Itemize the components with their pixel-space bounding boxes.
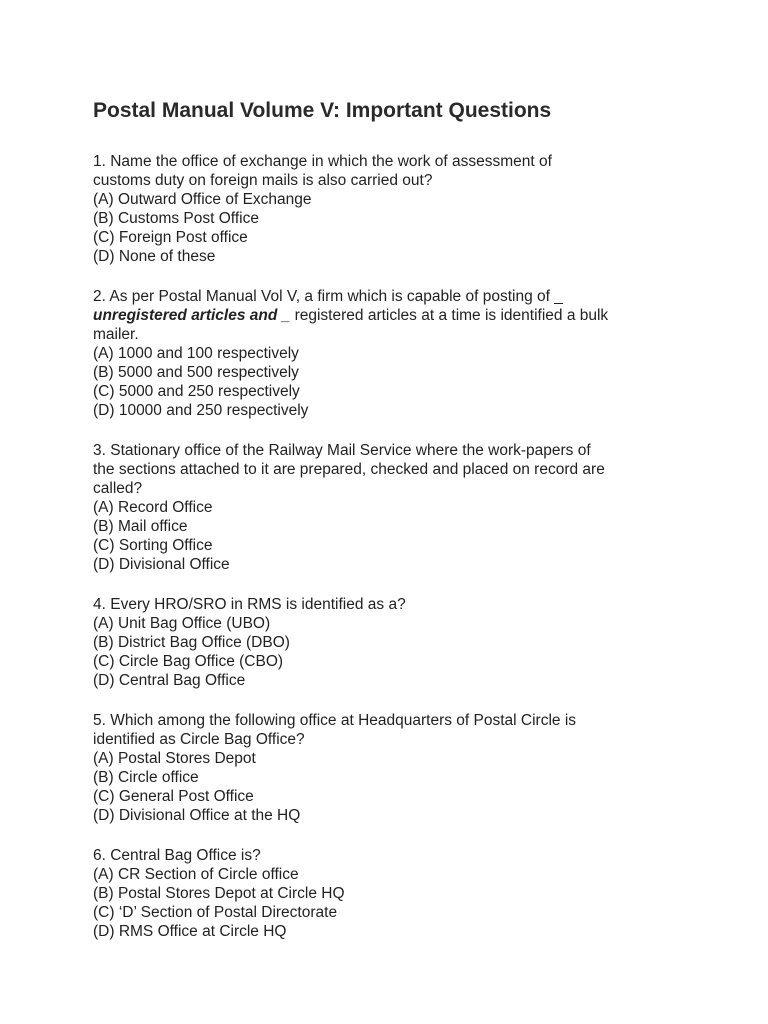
question-6-text-line-1: 6. Central Bag Office is? [93,847,261,864]
question-2-text-line-2 [93,306,693,325]
question-1-option-a: (A) Outward Office of Exchange [93,191,312,208]
question-5-option-d: (D) Divisional Office at the HQ [93,807,301,824]
question-2-text-line-2-rest: registered articles at a time is identified a bulk [290,307,609,324]
question-2-option-d: (D) 10000 and 250 respectively [93,402,309,419]
question-5 [93,711,693,825]
question-5-option-c: (C) General Post Office [93,788,254,805]
question-1-option-c: (C) Foreign Post office [93,229,248,246]
question-4-option-c: (C) Circle Bag Office (CBO) [93,653,284,670]
question-2-option-b: (B) 5000 and 500 respectively [93,364,299,381]
question-2 [93,287,693,420]
question-5-text-line-2: identified as Circle Bag Office? [93,731,305,748]
question-3 [93,441,693,574]
document-page [93,96,693,962]
question-6-option-d: (D) RMS Office at Circle HQ [93,923,287,940]
question-3-text-line-2: the sections attached to it are prepared, checked and placed on record are [93,461,605,478]
question-4-option-d: (D) Central Bag Office [93,672,246,689]
question-6 [93,846,693,941]
question-6-option-a: (A) CR Section of Circle office [93,866,299,883]
question-1-text-line-2: customs duty on foreign mails is also carried out? [93,172,433,189]
question-6-option-b: (B) Postal Stores Depot at Circle HQ [93,885,345,902]
question-4 [93,595,693,690]
question-5-text-line-1: 5. Which among the following office at Headquarters of Postal Circle is [93,712,577,729]
question-3-text-line-1: 3. Stationary office of the Railway Mail Service where the work-papers of [93,442,591,459]
question-2-text-line-1: 2. As per Postal Manual Vol V, a firm which is capable of posting of _ [93,288,563,305]
page-title: Postal Manual Volume V: Important Questions [93,99,552,122]
question-2-emphasis-text: unregistered articles and _ [93,307,291,324]
question-5-option-b: (B) Circle office [93,769,199,786]
question-2-option-a: (A) 1000 and 100 respectively [93,345,299,362]
question-4-option-a: (A) Unit Bag Office (UBO) [93,615,271,632]
question-3-option-d: (D) Divisional Office [93,556,230,573]
question-3-option-a: (A) Record Office [93,499,213,516]
question-3-option-c: (C) Sorting Office [93,537,213,554]
question-1-option-b: (B) Customs Post Office [93,210,259,227]
question-5-option-a: (A) Postal Stores Depot [93,750,256,767]
question-3-option-b: (B) Mail office [93,518,188,535]
question-6-option-c: (C) ‘D’ Section of Postal Directorate [93,904,338,921]
question-2-option-c: (C) 5000 and 250 respectively [93,383,300,400]
question-4-text-line-1: 4. Every HRO/SRO in RMS is identified as a? [93,596,406,613]
question-4-option-b: (B) District Bag Office (DBO) [93,634,290,651]
question-3-text-line-3: called? [93,480,143,497]
question-1 [93,152,693,266]
question-1-text-line-1: 1. Name the office of exchange in which the work of assessment of [93,153,552,170]
question-1-option-d: (D) None of these [93,248,216,265]
question-2-text-line-3: mailer. [93,326,139,343]
